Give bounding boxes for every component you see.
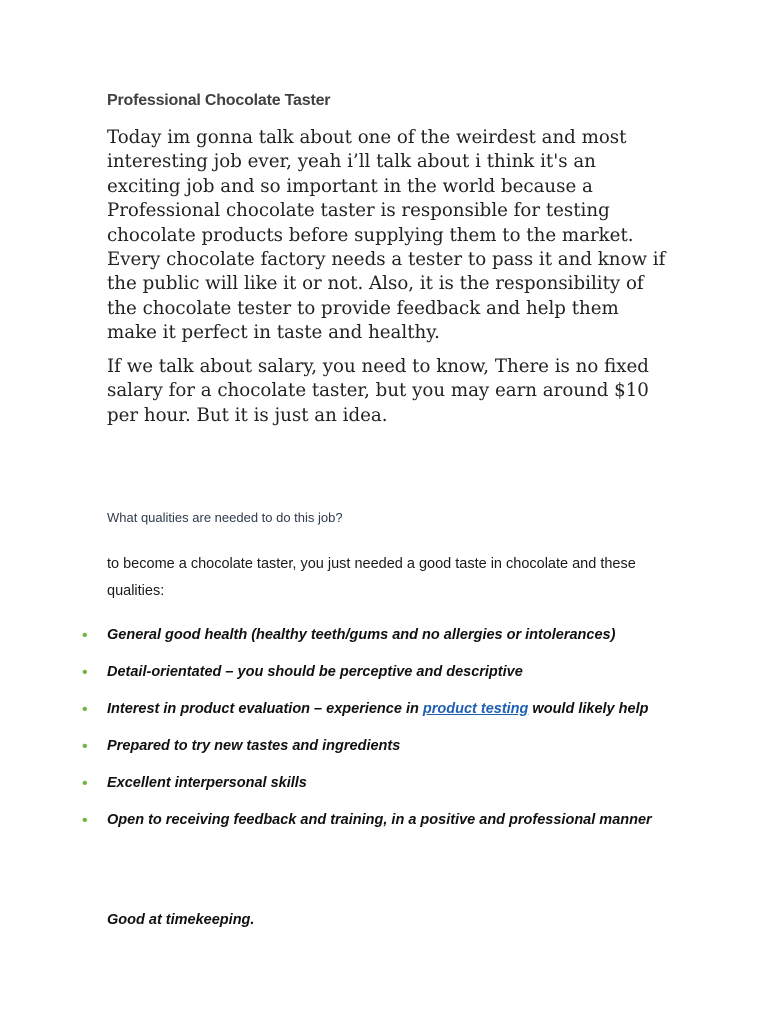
bullet-icon: • bbox=[82, 627, 88, 644]
quality-text: General good health (healthy teeth/gums and no allergies or intolerances) bbox=[107, 627, 616, 643]
quality-item-detail bbox=[0, 659, 667, 686]
quality-text-before-link: Interest in product evaluation – experience in bbox=[107, 701, 423, 717]
quality-text: Prepared to try new tastes and ingredients bbox=[107, 738, 401, 754]
qualities-list bbox=[0, 622, 768, 844]
quality-text-after-link: would likely help bbox=[528, 701, 649, 717]
bullet-icon: • bbox=[82, 812, 88, 829]
quality-item-feedback bbox=[0, 807, 667, 834]
closing-line: Good at timekeeping. bbox=[107, 912, 255, 928]
bullet-icon: • bbox=[82, 775, 88, 792]
quality-item-tastes bbox=[0, 733, 667, 760]
quality-text: Open to receiving feedback and training, in a positive and professional manner bbox=[107, 812, 652, 828]
quality-item-evaluation bbox=[0, 696, 667, 723]
salary-paragraph: If we talk about salary, you need to know, There is no fixed salary for a chocolate taster, but you may earn around $10 per hour. But it is just an idea. bbox=[107, 356, 649, 426]
bullet-icon: • bbox=[82, 738, 88, 755]
quality-text: Excellent interpersonal skills bbox=[107, 775, 307, 791]
qualities-question: What qualities are needed to do this job? bbox=[107, 510, 343, 525]
document-title: Professional Chocolate Taster bbox=[107, 92, 331, 109]
quality-item-health bbox=[0, 622, 667, 649]
intro-paragraph: Today im gonna talk about one of the weirdest and most interesting job ever, yeah i’ll talk about i think it's an exciting job and so important in the world because a Professional chocolate taster is responsible for testing chocolate products before supplying them to the market. Every chocolate factory needs a tester to pass it and know if the public will like it or not. Also, it is the responsibility of the chocolate tester to provide feedback and help them make it perfect in taste and healthy. bbox=[107, 127, 666, 344]
quality-text: Detail-orientated – you should be perceptive and descriptive bbox=[107, 664, 523, 680]
product-testing-link[interactable]: product testing bbox=[422, 701, 529, 717]
qualities-lead-paragraph: to become a chocolate taster, you just needed a good taste in chocolate and these qualities: bbox=[107, 556, 636, 599]
quality-item-interpersonal bbox=[0, 770, 667, 797]
bullet-icon: • bbox=[82, 701, 88, 718]
bullet-icon: • bbox=[82, 664, 88, 681]
